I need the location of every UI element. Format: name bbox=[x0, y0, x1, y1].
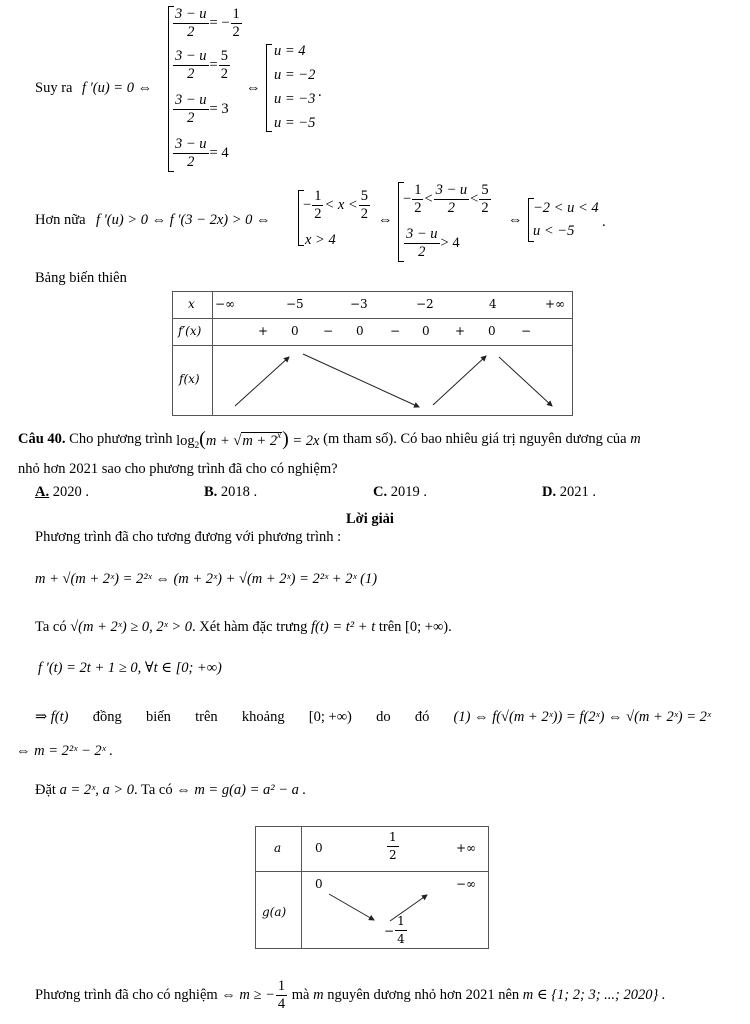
arrow-up-1 bbox=[235, 357, 289, 406]
table2-a-label: a bbox=[274, 841, 282, 855]
table1-x-1: −5 bbox=[286, 297, 304, 311]
solution-eq2: f ′(t) = 2t + 1 ≥ 0, ∀t ∈ [0; +∞) bbox=[38, 660, 222, 676]
question-text-1: Cho phương trình bbox=[69, 431, 173, 447]
block1-result-bracket bbox=[266, 44, 267, 132]
table1-x-3: −2 bbox=[416, 297, 434, 311]
table1-x-0: −∞ bbox=[215, 297, 236, 311]
block1-lead: Suy ra bbox=[35, 80, 73, 96]
block2-chain: f '(u) > 0 ⇔ f '(3 − 2x) > 0 ⇔ bbox=[96, 212, 271, 228]
block1-case-3: $\frac{3 - u}{2}$ = 3 bbox=[175, 92, 229, 126]
solution-p3-line2: ⇔ m = 2²ˣ − 2ˣ . bbox=[16, 743, 113, 759]
arrow-up bbox=[390, 895, 427, 921]
block2-bracket-3 bbox=[528, 198, 529, 242]
block1-case-1: $\frac{3 - u}{2}$ = − $\frac{1}{2}$ bbox=[175, 6, 240, 40]
option-c[interactable]: C. 2019 . bbox=[373, 484, 427, 500]
table1-sign-0: + bbox=[258, 324, 269, 338]
solution-p1: Phương trình đã cho tương đương với phương trình : bbox=[35, 529, 342, 545]
table1-sign-6: + bbox=[455, 324, 466, 338]
bbt-label: Bảng biến thiên bbox=[35, 270, 127, 286]
solution-p4: Đặt a = 2ˣ, a > 0 . Ta có ⇔ m = g(a) = a² − a . bbox=[35, 782, 307, 798]
block1-result-2: u = −2 bbox=[274, 67, 316, 83]
table1-sign-8: − bbox=[521, 324, 532, 338]
table1-x-5: +∞ bbox=[545, 297, 566, 311]
block2-bracket-2 bbox=[398, 182, 399, 262]
block2-lead: Hơn nữa bbox=[35, 212, 86, 228]
solution-heading: Lời giải bbox=[346, 511, 394, 527]
block2-equiv-1: ⇔ bbox=[378, 212, 393, 228]
table2-g-end: −∞ bbox=[456, 877, 477, 891]
option-b[interactable]: B. 2018 . bbox=[204, 484, 258, 500]
block2-end: . bbox=[602, 214, 606, 230]
block2-result-2: u < −5 bbox=[533, 223, 575, 239]
block2-case2-row2: $\frac{3 - u}{2}$ > 4 bbox=[406, 226, 460, 260]
variation-table-1 bbox=[172, 291, 573, 416]
block1-case-2: $\frac{3 - u}{2}$ = $\frac{5}{2}$ bbox=[175, 48, 228, 82]
table1-sign-1: 0 bbox=[291, 324, 299, 338]
block1-result-3: u = −3 bbox=[274, 91, 316, 107]
solution-p3: ⇒ f(t) đồng biến trên khoảng [0; +∞) do đó (1) ⇔ f(√(m + 2ˣ)) = f(2ˣ) ⇔ √(m + 2ˣ) = 2ˣ bbox=[35, 709, 711, 725]
block2-case1-row2: x > 4 bbox=[305, 232, 336, 248]
table2-arrows bbox=[256, 827, 490, 950]
table1-x-2: −3 bbox=[350, 297, 368, 311]
block2-bracket-1 bbox=[298, 190, 299, 246]
block2-case2-row1: − $\frac{1}{2}$ < $\frac{3 - u}{2}$ < $\frac{5}{2}$ bbox=[403, 182, 489, 216]
question-m: m bbox=[630, 431, 641, 447]
table1-fp-label: f′(x) bbox=[178, 324, 202, 338]
block2-case1-row1: − $\frac{1}{2}$ < x < $\frac{5}{2}$ bbox=[303, 188, 368, 222]
table2-a-end: +∞ bbox=[456, 841, 477, 855]
solution-p2: Ta có √(m + 2ˣ) ≥ 0, 2ˣ > 0 . Xét hàm đặc trưng f(t) = t² + t trên [0; +∞). bbox=[35, 619, 452, 635]
table1-sign-2: − bbox=[323, 324, 334, 338]
block1-equiv: ⇔ bbox=[246, 80, 261, 96]
arrow-up-2 bbox=[433, 356, 486, 405]
table2-g-label: g(a) bbox=[262, 905, 287, 919]
question-line-1 bbox=[18, 428, 641, 451]
table2-g-min: − $\frac{1}{4}$ bbox=[384, 914, 405, 946]
variation-table-2 bbox=[255, 826, 489, 949]
block1-lhs: f '(u) = 0 ⇔ bbox=[82, 80, 153, 96]
arrow-down-2 bbox=[499, 357, 552, 406]
table1-x-4: 4 bbox=[489, 297, 497, 311]
block1-result-1: u = 4 bbox=[274, 43, 306, 59]
table1-sign-7: 0 bbox=[488, 324, 496, 338]
solution-final: Phương trình đã cho có nghiệm ⇔ m ≥ − $\frac{1}{4}$ mà m nguyên dương nhỏ hơn 2021 nên m ∈ {1; 2; 3; ...; 2020} . bbox=[35, 978, 666, 1012]
arrow-down bbox=[329, 894, 374, 920]
question-text-2: (m tham số). Có bao nhiêu giá trị nguyên dương của bbox=[323, 431, 627, 447]
question-line-2: nhỏ hơn 2021 sao cho phương trình đã cho có nghiệm? bbox=[18, 461, 338, 477]
table1-sign-5: 0 bbox=[422, 324, 430, 338]
option-a[interactable]: A. 2020 . bbox=[35, 484, 89, 500]
block1-case-4: $\frac{3 - u}{2}$ = 4 bbox=[175, 136, 229, 170]
block2-result-1: −2 < u < 4 bbox=[533, 200, 599, 216]
table2-g-start: 0 bbox=[315, 877, 323, 891]
block1-result-4: u = −5 bbox=[274, 115, 316, 131]
block2-equiv-2: ⇔ bbox=[508, 212, 523, 228]
table1-x-label: x bbox=[188, 297, 195, 311]
solution-eq1: m + √(m + 2ˣ) = 2²ˣ ⇔ (m + 2ˣ) + √(m + 2ˣ) = 2²ˣ + 2ˣ (1) bbox=[35, 571, 378, 587]
table2-a-0: 0 bbox=[315, 841, 323, 855]
table1-sign-4: − bbox=[390, 324, 401, 338]
question-number: Câu 40. bbox=[18, 431, 66, 447]
table1-arrows bbox=[173, 292, 574, 417]
table1-f-label: f(x) bbox=[179, 372, 200, 386]
question-equation: $\log_2(m + √m + 2^x) = 2x$ bbox=[176, 428, 320, 450]
option-d[interactable]: D. 2021 . bbox=[542, 484, 596, 500]
block1-end: . bbox=[318, 84, 322, 100]
table1-sign-3: 0 bbox=[356, 324, 364, 338]
table2-a-mid: $\frac{1}{2}$ bbox=[389, 830, 397, 862]
arrow-down-1 bbox=[303, 354, 419, 407]
block1-bracket bbox=[168, 6, 169, 172]
